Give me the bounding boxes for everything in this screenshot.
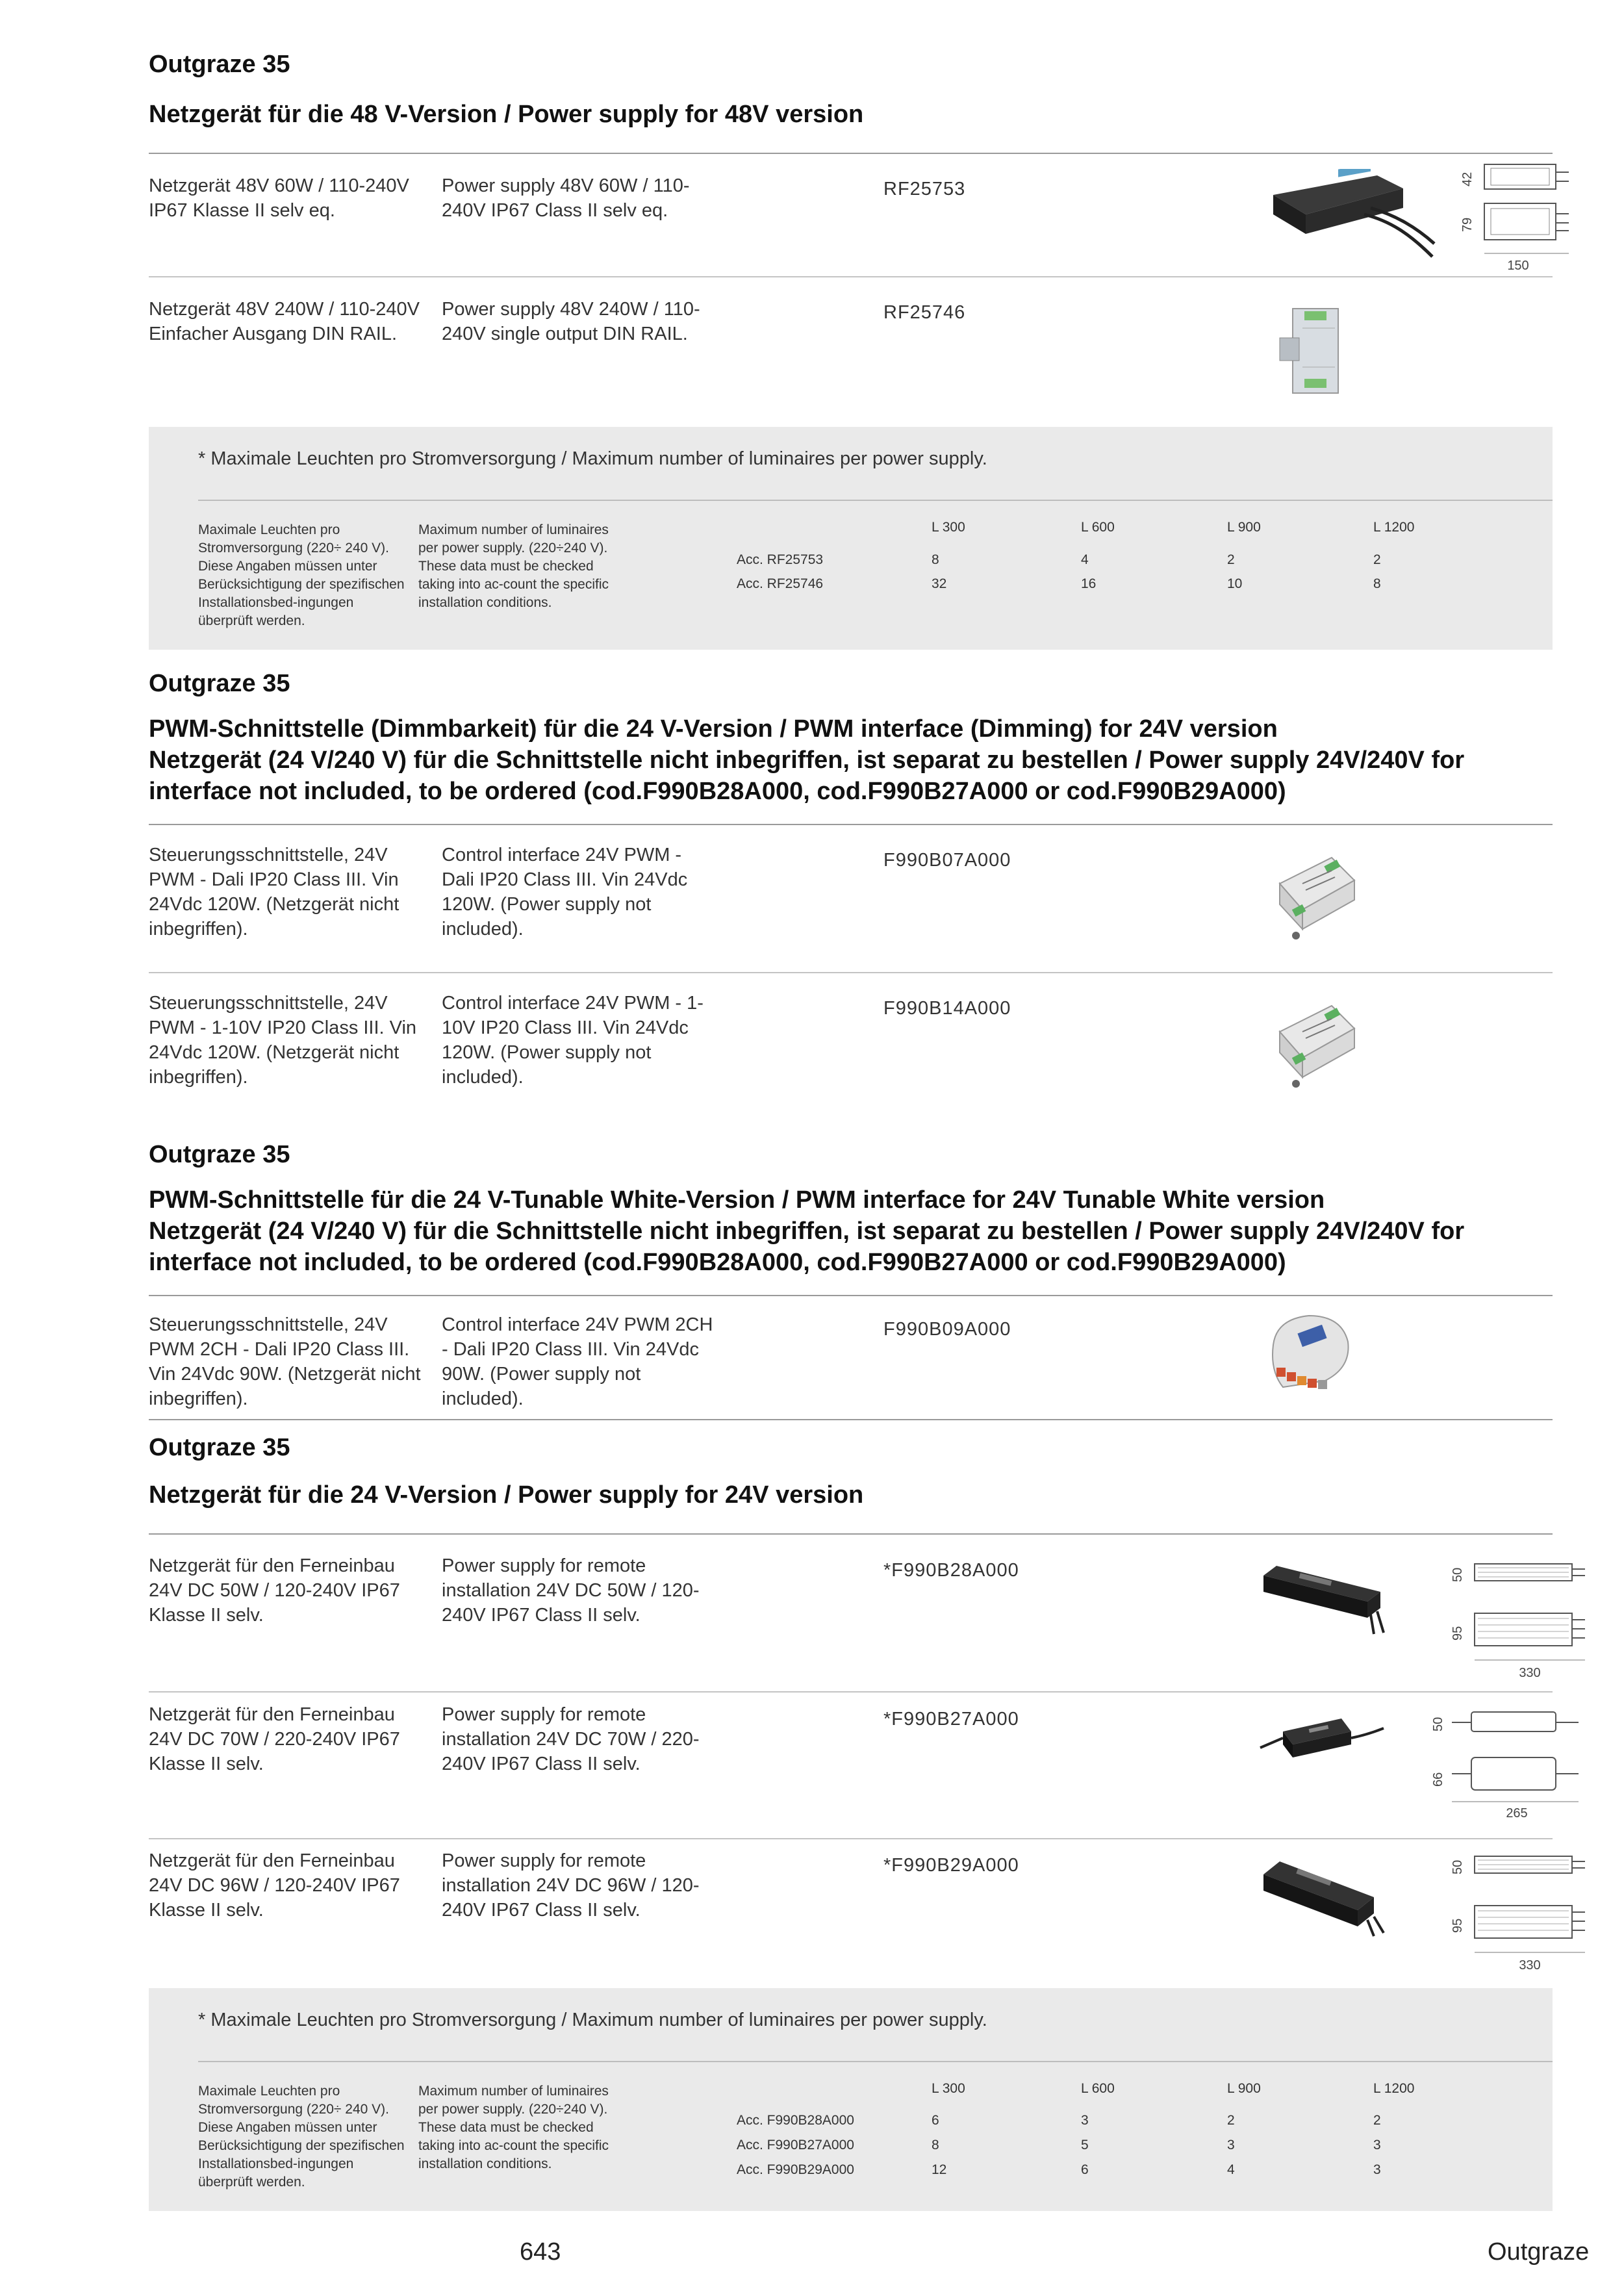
table-cell: 6 bbox=[1081, 2162, 1089, 2177]
dim-height: 50 bbox=[1431, 1717, 1445, 1731]
product-description-en: Power supply for remote installation 24V DC 70W / 220-240V IP67 Class II selv. bbox=[442, 1704, 700, 1774]
table-cell: 2 bbox=[1227, 2113, 1235, 2128]
product-code: *F990B27A000 bbox=[883, 1709, 1019, 1730]
table-row-label: Acc. RF25753 bbox=[737, 552, 824, 567]
divider bbox=[149, 1838, 1553, 1839]
section-series-title: Outgraze 35 bbox=[149, 670, 290, 697]
remote-power-supply-image bbox=[1257, 1702, 1387, 1780]
page-number: 643 bbox=[520, 2238, 561, 2266]
product-code: F990B07A000 bbox=[883, 850, 1011, 871]
section-series-title: Outgraze 35 bbox=[149, 51, 290, 78]
divider bbox=[149, 1295, 1553, 1296]
din-rail-power-supply-image bbox=[1273, 302, 1358, 400]
table-column-header: L 900 bbox=[1227, 2081, 1261, 2096]
section-title-line: Netzgerät (24 V/240 V) für die Schnittstelle nicht inbegriffen, ist separat zu bestellen / Power supply 24V/240V for bbox=[149, 747, 1465, 774]
table-cell: 10 bbox=[1227, 576, 1243, 591]
panel-description-de: Maximale Leuchten pro Stromversorgung (220÷ 240 V). Diese Angaben müssen unter Berücksichtigung der spezifischen Installationsbed-ingungen überprüft werden. bbox=[198, 2084, 405, 2190]
dim-length: 150 bbox=[1507, 259, 1529, 273]
product-description-de: Netzgerät 48V 60W / 110-240V IP67 Klasse II selv eq. bbox=[149, 175, 409, 221]
table-cell: 8 bbox=[1373, 576, 1381, 591]
dimension-drawing bbox=[1445, 1556, 1595, 1686]
table-cell: 4 bbox=[1081, 552, 1089, 567]
divider bbox=[198, 500, 1553, 501]
table-row-label: Acc. F990B28A000 bbox=[737, 2113, 854, 2128]
dim-width: 95 bbox=[1451, 1626, 1465, 1641]
table-column-header: L 1200 bbox=[1373, 520, 1415, 535]
divider bbox=[149, 276, 1553, 277]
table-column-header: L 600 bbox=[1081, 2081, 1115, 2096]
table-cell: 3 bbox=[1227, 2138, 1235, 2153]
panel-description-en: Maximum number of luminaires per power supply. (220÷240 V). These data must be checked taking into ac-count the specific installation conditions. bbox=[418, 522, 609, 610]
dimension-drawing bbox=[1445, 1848, 1595, 1978]
section-series-title: Outgraze 35 bbox=[149, 1434, 290, 1461]
product-description-de: Steuerungsschnittstelle, 24V PWM - Dali IP20 Class III. Vin 24Vdc 120W. (Netzgerät nicht inbegriffen). bbox=[149, 845, 400, 939]
product-description-de: Netzgerät 48V 240W / 110-240V Einfacher Ausgang DIN RAIL. bbox=[149, 299, 420, 344]
product-description-en: Control interface 24V PWM 2CH - Dali IP20 Class III. Vin 24Vdc 90W. (Power supply not included). bbox=[442, 1314, 713, 1409]
table-cell: 8 bbox=[932, 552, 939, 567]
product-description-de: Netzgerät für den Ferneinbau 24V DC 96W / 120-240V IP67 Klasse II selv. bbox=[149, 1850, 400, 1921]
product-description-en: Control interface 24V PWM - 1-10V IP20 Class III. Vin 24Vdc 120W. (Power supply not included). bbox=[442, 993, 704, 1088]
section-title-line: Netzgerät (24 V/240 V) für die Schnittstelle nicht inbegriffen, ist separat zu bestellen / Power supply 24V/240V for bbox=[149, 1218, 1465, 1245]
dim-length: 330 bbox=[1519, 1666, 1541, 1680]
table-column-header: L 300 bbox=[932, 520, 965, 535]
table-row-label: Acc. RF25746 bbox=[737, 576, 824, 591]
table-row-label: Acc. F990B29A000 bbox=[737, 2162, 854, 2177]
section-title-line: PWM-Schnittstelle für die 24 V-Tunable White-Version / PWM interface for 24V Tunable White version bbox=[149, 1186, 1325, 1214]
section-title: Netzgerät für die 24 V-Version / Power supply for 24V version bbox=[149, 1481, 864, 1509]
divider bbox=[149, 1691, 1553, 1693]
product-description-en: Control interface 24V PWM - Dali IP20 Class III. Vin 24Vdc 120W. (Power supply not included). bbox=[442, 845, 688, 939]
product-description-en: Power supply 48V 60W / 110-240V IP67 Class II selv eq. bbox=[442, 175, 690, 221]
table-cell: 8 bbox=[932, 2138, 939, 2153]
table-cell: 6 bbox=[932, 2113, 939, 2128]
divider bbox=[198, 2061, 1553, 2062]
panel-description-de: Maximale Leuchten pro Stromversorgung (220÷ 240 V). Diese Angaben müssen unter Berücksichtigung der spezifischen Installationsbed-ingungen überprüft werden. bbox=[198, 522, 405, 628]
dim-width: 79 bbox=[1460, 217, 1475, 232]
table-cell: 16 bbox=[1081, 576, 1097, 591]
panel-note: * Maximale Leuchten pro Stromversorgung / Maximum number of luminaires per power supply. bbox=[198, 2010, 987, 2030]
divider bbox=[149, 153, 1553, 154]
divider bbox=[149, 824, 1553, 825]
product-code: *F990B29A000 bbox=[883, 1855, 1019, 1876]
product-code: RF25746 bbox=[883, 302, 966, 323]
divider bbox=[149, 972, 1553, 973]
table-column-header: L 900 bbox=[1227, 520, 1261, 535]
table-cell: 2 bbox=[1227, 552, 1235, 567]
section-title-line: interface not included, to be ordered (cod.F990B28A000, cod.F990B27A000 or cod.F990B29A000) bbox=[149, 1249, 1286, 1276]
section-title-line: PWM-Schnittstelle (Dimmbarkeit) für die 24 V-Version / PWM interface (Dimming) for 24V version bbox=[149, 715, 1278, 743]
divider bbox=[149, 1419, 1553, 1420]
table-cell: 12 bbox=[932, 2162, 947, 2177]
power-supply-48v-60w-image bbox=[1267, 169, 1436, 266]
tunable-white-interface-image bbox=[1263, 1306, 1361, 1403]
product-description-en: Power supply 48V 240W / 110-240V single output DIN RAIL. bbox=[442, 299, 700, 344]
dimension-drawing bbox=[1426, 1706, 1595, 1829]
remote-power-supply-image bbox=[1260, 1848, 1403, 1939]
table-column-header: L 300 bbox=[932, 2081, 965, 2096]
section-title-line: interface not included, to be ordered (cod.F990B28A000, cod.F990B27A000 or cod.F990B29A000) bbox=[149, 778, 1286, 805]
product-code: *F990B28A000 bbox=[883, 1560, 1019, 1581]
product-code: F990B09A000 bbox=[883, 1319, 1011, 1340]
product-description-de: Steuerungsschnittstelle, 24V PWM - 1-10V IP20 Class III. Vin 24Vdc 120W. (Netzgerät nicht inbegriffen). bbox=[149, 993, 417, 1088]
table-cell: 3 bbox=[1373, 2162, 1381, 2177]
product-code: F990B14A000 bbox=[883, 998, 1011, 1019]
footer-brand: Outgraze bbox=[1488, 2238, 1590, 2266]
table-cell: 2 bbox=[1373, 2113, 1381, 2128]
divider bbox=[149, 1533, 1553, 1535]
product-description-de: Netzgerät für den Ferneinbau 24V DC 50W / 120-240V IP67 Klasse II selv. bbox=[149, 1555, 400, 1626]
table-cell: 3 bbox=[1373, 2138, 1381, 2153]
remote-power-supply-image bbox=[1260, 1556, 1403, 1641]
dim-height: 50 bbox=[1451, 1567, 1465, 1582]
dim-length: 330 bbox=[1519, 1958, 1541, 1973]
control-interface-image bbox=[1267, 845, 1364, 949]
dim-height: 50 bbox=[1451, 1859, 1465, 1874]
panel-note: * Maximale Leuchten pro Stromversorgung / Maximum number of luminaires per power supply. bbox=[198, 448, 987, 469]
table-cell: 5 bbox=[1081, 2138, 1089, 2153]
section-series-title: Outgraze 35 bbox=[149, 1141, 290, 1168]
table-cell: 32 bbox=[932, 576, 947, 591]
dim-length: 265 bbox=[1506, 1806, 1528, 1820]
section-title: Netzgerät für die 48 V-Version / Power supply for 48V version bbox=[149, 101, 864, 128]
panel-description-en: Maximum number of luminaires per power supply. (220÷240 V). These data must be checked taking into ac-count the specific installation conditions. bbox=[418, 2084, 609, 2171]
product-description-de: Netzgerät für den Ferneinbau 24V DC 70W / 220-240V IP67 Klasse II selv. bbox=[149, 1704, 400, 1774]
dim-width: 66 bbox=[1431, 1772, 1445, 1787]
control-interface-image bbox=[1267, 993, 1364, 1097]
product-code: RF25753 bbox=[883, 179, 966, 199]
table-row-label: Acc. F990B27A000 bbox=[737, 2138, 854, 2153]
table-cell: 3 bbox=[1081, 2113, 1089, 2128]
table-cell: 2 bbox=[1373, 552, 1381, 567]
dim-height: 42 bbox=[1460, 172, 1475, 186]
product-description-en: Power supply for remote installation 24V DC 96W / 120-240V IP67 Class II selv. bbox=[442, 1850, 700, 1921]
product-description-en: Power supply for remote installation 24V DC 50W / 120-240V IP67 Class II selv. bbox=[442, 1555, 700, 1626]
product-description-de: Steuerungsschnittstelle, 24V PWM 2CH - Dali IP20 Class III. Vin 24Vdc 90W. (Netzgerät nicht inbegriffen). bbox=[149, 1314, 421, 1409]
dimension-drawing bbox=[1455, 159, 1579, 276]
table-column-header: L 600 bbox=[1081, 520, 1115, 535]
table-cell: 4 bbox=[1227, 2162, 1235, 2177]
table-column-header: L 1200 bbox=[1373, 2081, 1415, 2096]
dim-width: 95 bbox=[1451, 1918, 1465, 1933]
